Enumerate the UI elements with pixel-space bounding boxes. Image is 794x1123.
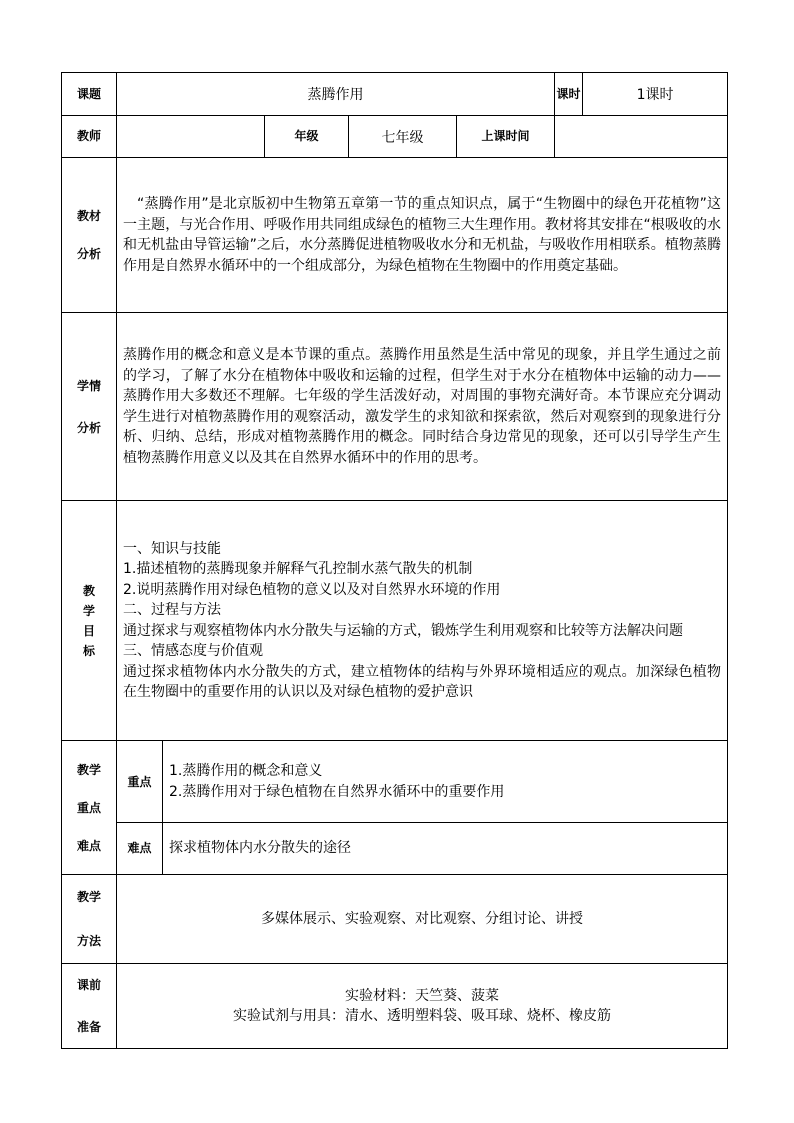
prep-materials: 实验材料：天竺葵、菠菜 [345, 988, 500, 1004]
objectives-text [117, 501, 728, 741]
key-point-item: 1.蒸腾作用的概念和意义 [169, 763, 323, 779]
material-analysis-label [62, 158, 117, 313]
lesson-plan-table [61, 72, 728, 1049]
grade-value: 七年级 [349, 116, 457, 158]
objective-heading-knowledge: 一、知识与技能 [123, 540, 221, 557]
objectives-label-line3: 目 [82, 623, 95, 638]
material-label-line1: 教材 [76, 209, 101, 223]
hours-label: 课时 [555, 73, 583, 116]
learner-label-line1: 学情 [76, 378, 101, 393]
objectives-label-line1: 教 [82, 583, 95, 598]
objective-heading-attitude: 三、情感态度与价值观 [123, 643, 263, 659]
class-time-value [555, 116, 728, 158]
prep-label-line2: 准备 [76, 1020, 101, 1034]
objective-item: 2.说明蒸腾作用对绿色植物的意义以及对自然界水环境的作用 [123, 581, 501, 598]
hours-value: 1课时 [583, 73, 728, 116]
key-point-item: 2.蒸腾作用对于绿色植物在自然界水循环中的重要作用 [169, 783, 505, 800]
objectives-label [62, 501, 117, 741]
keypoints-label-line3: 难点 [76, 838, 101, 853]
objectives-label-line4: 标 [82, 643, 95, 658]
lesson-plan-page [61, 72, 727, 1046]
difficulty-label: 难点 [117, 823, 163, 875]
prep-tools: 实验试剂与用具：清水、透明塑料袋、吸耳球、烧杯、橡皮筋 [233, 1008, 612, 1024]
prep-text [117, 964, 728, 1049]
material-label-line2: 分析 [76, 247, 101, 261]
objective-heading-process: 二、过程与方法 [123, 602, 221, 618]
teacher-label: 教师 [62, 116, 117, 158]
objective-item: 通过探求与观察植物体内水分散失与运输的方式，锻炼学生利用观察和比较等方法解决问题 [123, 622, 683, 639]
topic-value: 蒸腾作用 [117, 73, 555, 116]
methods-label-line1: 教学 [76, 890, 101, 904]
keypoints-label-line2: 重点 [76, 800, 101, 815]
material-paragraph: “蒸腾作用”是北京版初中生物第五章第一节的重点知识点，属于“生物圈中的绿色开花植物”这一主题，与光合作用、呼吸作用共同组成绿色的植物三大生理作用。教材将其安排在“根吸收的水和无机盐由导管运输”之后，水分蒸腾促进植物吸收水分和无机盐，与吸收作用相联系。植物蒸腾作用是自然界水循环中的一个组成部分，为绿色植物在生物圈中的作用奠定基础。 [123, 196, 722, 274]
methods-label [62, 875, 117, 964]
learner-analysis-text [117, 313, 728, 501]
objectives-label-line2: 学 [82, 603, 95, 618]
keypoints-label-line1: 教学 [76, 762, 101, 777]
prep-label-line1: 课前 [76, 978, 101, 992]
keypoints-label [62, 741, 117, 875]
learner-label-line2: 分析 [76, 420, 101, 435]
methods-label-line2: 方法 [76, 934, 101, 948]
key-point-text [163, 741, 728, 823]
learner-paragraph: 蒸腾作用的概念和意义是本节课的重点。蒸腾作用虽然是生活中常见的现象，并且学生通过之前的学习，了解了水分在植物体中吸收和运输的过程，但学生对于水分在植物体中运输的动力——蒸腾作用大多数还不理解。七年级的学生活泼好动，对周围的事物充满好奇。本节课应充分调动学生进行对植物蒸腾作用的观察活动，激发学生的求知欲和探索欲，然后对观察到的现象进行分析、归纳、总结，形成对植物蒸腾作用的概念。同时结合身边常见的现象，还可以引导学生产生植物蒸腾作用意义以及其在自然界水循环中的作用的思考。 [123, 347, 722, 466]
class-time-label: 上课时间 [457, 116, 555, 158]
material-analysis-text [117, 158, 728, 313]
learner-analysis-label [62, 313, 117, 501]
topic-label: 课题 [62, 73, 117, 116]
difficulty-text: 探求植物体内水分散失的途径 [163, 823, 728, 875]
teacher-value [117, 116, 265, 158]
objective-item: 通过探求植物体内水分散失的方式，建立植物体的结构与外界环境相适应的观点。加深绿色植物在生物圈中的重要作用的认识以及对绿色植物的爱护意识 [123, 663, 722, 700]
methods-text: 多媒体展示、实验观察、对比观察、分组讨论、讲授 [117, 875, 728, 964]
prep-label [62, 964, 117, 1049]
grade-label: 年级 [265, 116, 349, 158]
key-point-label: 重点 [117, 741, 163, 823]
objective-item: 1.描述植物的蒸腾现象并解释气孔控制水蒸气散失的机制 [123, 561, 473, 577]
